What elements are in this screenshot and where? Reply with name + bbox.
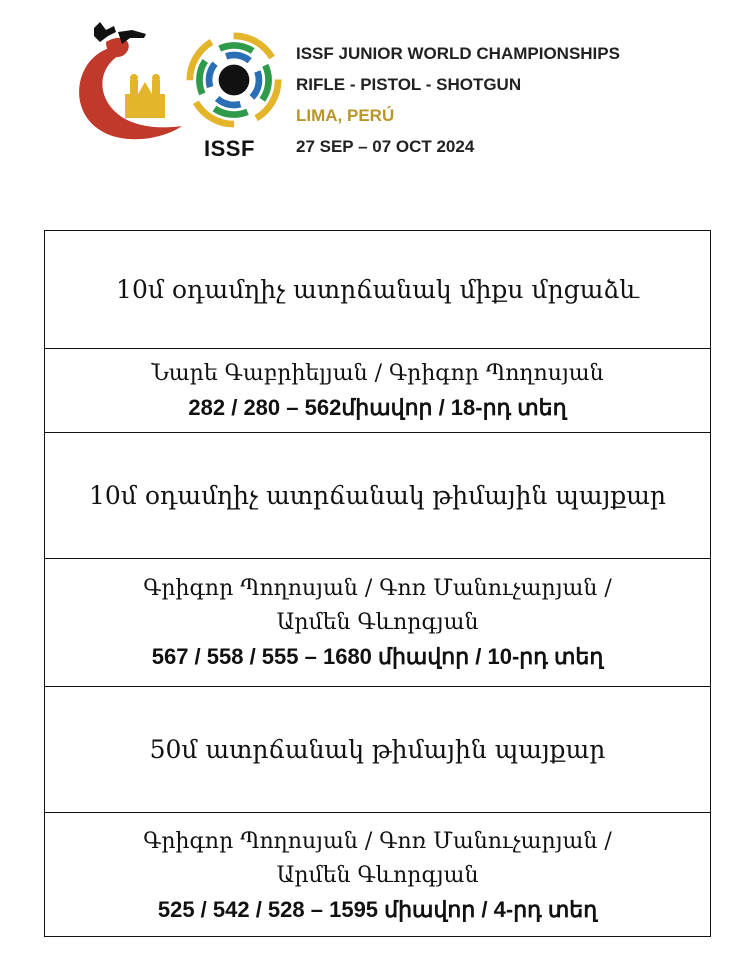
event-disciplines: RIFLE - PISTOL - SHOTGUN	[296, 75, 522, 94]
event-heading: 10մ օդամղիչ ատրճանակ միքս մրցաձև	[45, 231, 710, 349]
score-line: 525 / 542 / 528 – 1595 միավոր / 4-րդ տեղ	[157, 896, 598, 922]
shooter-names: Նարե Գաբրիելյան / Գրիգոր Պողոսյան	[151, 360, 604, 386]
results-table	[44, 230, 711, 937]
score-line: 282 / 280 – 562միավոր / 18-րդ տեղ	[188, 394, 567, 420]
score-line: 567 / 558 / 555 – 1680 միավոր / 10-րդ տեղ	[151, 643, 604, 669]
lima-championship-logo	[70, 18, 190, 148]
shooter-names: Գրիգոր Պողոսյան / Գոռ Մանուչարյան /	[143, 828, 612, 854]
event-location: LIMA, PERÚ	[296, 106, 395, 125]
result-cell	[45, 349, 710, 433]
shooter-names: Գրիգոր Պողոսյան / Գոռ Մանուչարյան /	[143, 575, 612, 601]
issf-logo-text: ISSF	[204, 136, 255, 161]
shooter-names: Արմեն Գևորգյան	[276, 609, 479, 635]
event-title: ISSF JUNIOR WORLD CHAMPIONSHIPS	[296, 44, 620, 63]
event-heading: 50մ ատրճանակ թիմային պայքար	[45, 687, 710, 813]
shooter-names: Արմեն Գևորգյան	[276, 862, 479, 888]
event-heading: 10մ օդամղիչ ատրճանակ թիմային պայքար	[45, 433, 710, 559]
event-info	[296, 38, 620, 162]
header	[0, 0, 752, 200]
result-cell	[45, 559, 710, 687]
result-cell	[45, 813, 710, 938]
event-dates: 27 SEP – 07 OCT 2024	[296, 137, 475, 156]
issf-target-logo	[186, 30, 282, 130]
